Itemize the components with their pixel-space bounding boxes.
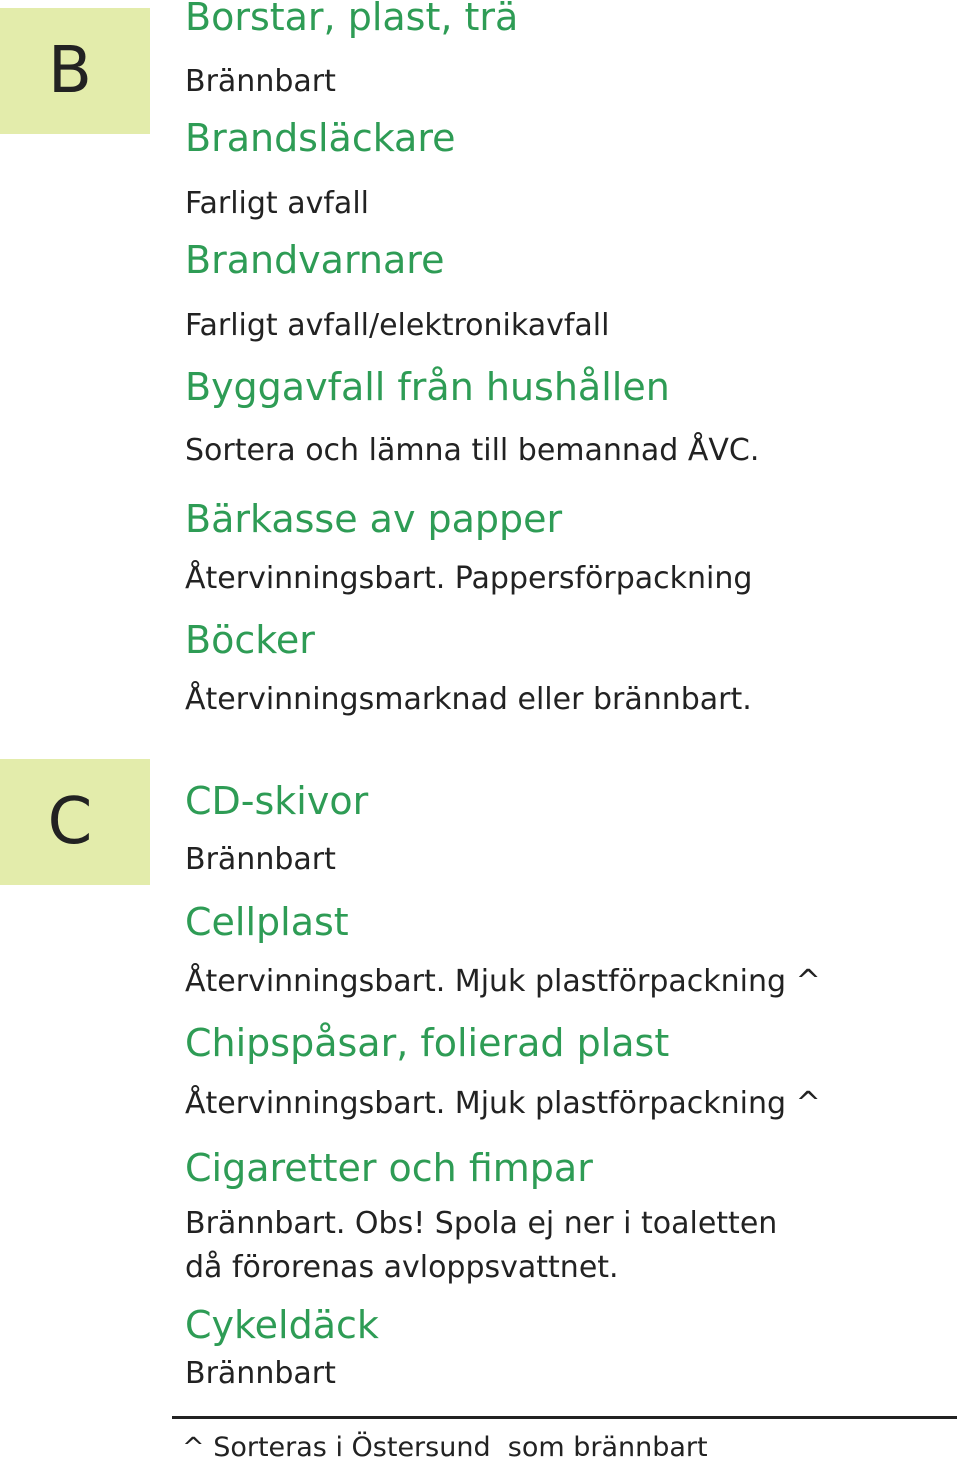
entry-desc-cigaretter: Brännbart. Obs! Spola ej ner i toaletten [185, 1206, 778, 1241]
entry-title-cigaretter: Cigaretter och fimpar [185, 1146, 593, 1190]
entry-desc-chipspasar: Återvinningsbart. Mjuk plastförpackning ^ [185, 1086, 821, 1121]
section-letter-b: B [48, 34, 92, 108]
entry-desc-cd-skivor: Brännbart [185, 842, 336, 877]
entry-desc-cigaretter-line2: då förorenas avloppsvattnet. [185, 1250, 619, 1285]
entry-desc-cykeldack: Brännbart [185, 1356, 336, 1391]
entry-desc-barkasse: Återvinningsbart. Pappersförpackning [185, 561, 753, 596]
entry-desc-borstar: Brännbart [185, 64, 336, 99]
entry-title-brandvarnare: Brandvarnare [185, 238, 445, 282]
footer-divider [172, 1416, 957, 1419]
entry-desc-brandslackare: Farligt avfall [185, 186, 369, 221]
entry-title-brandslackare: Brandsläckare [185, 116, 456, 160]
section-letter-box-b [0, 8, 150, 134]
entry-desc-cellplast: Återvinningsbart. Mjuk plastförpackning ^ [185, 964, 821, 999]
entry-desc-brandvarnare: Farligt avfall/elektronikavfall [185, 308, 610, 343]
entry-title-barkasse: Bärkasse av papper [185, 497, 563, 541]
entry-desc-byggavfall: Sortera och lämna till bemannad ÅVC. [185, 433, 760, 468]
entry-title-chipspasar: Chipspåsar, folierad plast [185, 1021, 670, 1065]
entry-title-bocker: Böcker [185, 618, 315, 662]
section-letter-c: C [47, 785, 93, 859]
entry-title-cykeldack: Cykeldäck [185, 1303, 379, 1347]
entry-title-byggavfall: Byggavfall från hushållen [185, 365, 670, 409]
entry-title-cd-skivor: CD-skivor [185, 779, 369, 823]
footnote: ^ Sorteras i Östersund som brännbart [182, 1432, 708, 1463]
entry-title-borstar: Borstar, plast, trä [185, 0, 519, 39]
entry-title-cellplast: Cellplast [185, 900, 349, 944]
entry-desc-bocker: Återvinningsmarknad eller brännbart. [185, 682, 752, 717]
section-letter-box-c [0, 759, 150, 885]
